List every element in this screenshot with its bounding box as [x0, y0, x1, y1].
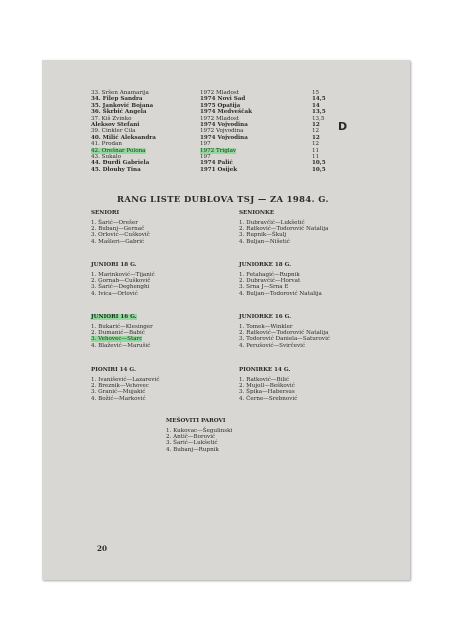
- section-juniori-16: [91, 314, 153, 349]
- ranking-name: 44. Đurđi Gabriela: [91, 160, 150, 167]
- ranking-club: Osijek: [215, 166, 238, 173]
- section-heading: SENIONKE: [239, 210, 275, 216]
- ranking-name: 43. Sukalo: [91, 153, 121, 160]
- ranking-year: 197: [200, 141, 211, 148]
- pair-entry: 1. Bukarić—Klesinger: [91, 323, 153, 330]
- ranking-points: 10,5: [312, 166, 326, 173]
- section-heading: PIONIRI 14 G.: [91, 367, 136, 373]
- ranking-points: 11: [312, 153, 320, 160]
- ranking-club: Vojvodina: [215, 121, 248, 128]
- pair-entry: 4. Mašleri—Gabrić: [91, 238, 145, 245]
- ranking-points: 13,5: [312, 109, 326, 116]
- pair-entry: 3. Granić—Mujakić: [91, 389, 146, 396]
- ranking-year: 197: [200, 153, 211, 160]
- ranking-year: 1971: [200, 166, 216, 173]
- ranking-name: 36. Škrbić Angela: [91, 109, 147, 116]
- section-heading: PIONIRKE 14 G.: [239, 367, 291, 373]
- pair-entry: 4. Božić—Marković: [91, 395, 146, 402]
- ranking-points: 14,5: [312, 96, 326, 103]
- ranking-club: Novi Sad: [215, 96, 246, 103]
- ranking-club: Opatija: [215, 102, 241, 109]
- ranking-points: 13,5: [312, 115, 325, 122]
- ranking-names-column: [91, 90, 156, 173]
- ranking-name: 39. Cinkler Cila: [91, 128, 136, 135]
- ranking-points: 11: [312, 147, 320, 154]
- pair-entry: 3. Orlović—Cuškovič: [91, 232, 150, 239]
- section-juniorke-18: [239, 262, 322, 297]
- pair-entry: 1. Šarić—Orešer: [91, 219, 138, 226]
- ranking-year: 1974: [200, 160, 216, 167]
- pair-entry: 1. Ivanišević—Lazarević: [91, 376, 160, 383]
- section-heading: JUNIORI 18 G.: [91, 262, 137, 268]
- pair-entry: 2. Dubravčić—Horvat: [239, 277, 301, 284]
- section-pionirke-14: [239, 367, 297, 402]
- section-pioniri-14: [91, 367, 159, 402]
- pair-entry: 3. Šarić—Deghenghi: [91, 284, 150, 291]
- pair-entry: 4. Černe—Srebnović: [239, 395, 298, 402]
- pair-entry: 4. Buljan—Todorović Natalija: [239, 290, 322, 297]
- pair-entry: 2. Breznik—Vehovec: [91, 382, 149, 389]
- pair-entry: 2. Gornab—Cuškovič: [91, 277, 151, 284]
- pair-entry: 2. Dumanić—Babić: [91, 329, 145, 336]
- ranking-year-club: [200, 167, 252, 173]
- section-heading: SENIORI: [91, 210, 120, 216]
- ranking-year: 1972: [200, 147, 215, 154]
- pair-entry: 4. Blažević—Marušić: [91, 342, 151, 349]
- pair-entry: 3. Šarić—Lukšetić: [166, 440, 218, 447]
- ranking-club: Vojvodina: [215, 134, 248, 141]
- section-heading: MEŠOVITI PAROVI: [166, 418, 226, 424]
- pair-entry: 4. Ivica—Orlović: [91, 290, 138, 297]
- ranking-name: 42. Orešnar Polona: [91, 147, 146, 154]
- ranking-points: 10,5: [312, 160, 326, 167]
- pair-entry: 4. Perušović—Svirčević: [239, 342, 306, 349]
- ranking-year: 1972: [200, 128, 215, 135]
- pair-entry: 4. Bubanj—Rupnik: [166, 446, 219, 453]
- ranking-club: Palić: [215, 160, 233, 167]
- section-seniori: [91, 210, 150, 245]
- ranking-points: 12: [312, 141, 320, 148]
- ranking-points: 12: [312, 134, 320, 141]
- ranking-year: 1974: [200, 109, 216, 116]
- pair-entry: 2. Bubanj—Gernač: [91, 225, 145, 232]
- page-number: 20: [97, 544, 108, 553]
- ranking-club: Vojvodina: [214, 128, 244, 135]
- pair-entry: 2. Antič—Borović: [166, 433, 216, 440]
- ranking-name: 41. Prodan: [91, 141, 122, 148]
- ranking-points: 15: [312, 90, 320, 96]
- pair-entry: 2. Ratković—Todorović Natalija: [239, 329, 329, 336]
- ranking-club: Triglav: [214, 147, 237, 154]
- section-heading: JUNIORI 16 G.: [91, 314, 137, 320]
- ranking-points-column: [312, 90, 326, 173]
- pair-entry: 3. Špika—Habersus: [239, 389, 295, 396]
- section-mjesoviti-parovi: [166, 418, 232, 453]
- section-juniori-18: [91, 262, 155, 297]
- page-title: RANG LISTE DUBLOVA TSJ — ZA 1984. G.: [117, 194, 329, 204]
- ranking-points: 12: [312, 128, 320, 135]
- document-page: [42, 60, 410, 580]
- ranking-name: 33. Sršen Anamarija: [91, 90, 149, 96]
- ranking-points: 12: [312, 121, 320, 128]
- ranking-club: Mladost: [214, 115, 239, 122]
- ranking-points: 14: [312, 102, 320, 109]
- ranking-name: 40. Milić Aleksandra: [91, 134, 156, 141]
- pair-entry: 1. Ratković—Bilić: [239, 376, 290, 383]
- ranking-name: 34. Filep Sandra: [91, 96, 143, 103]
- pair-entry: 3. Rupnik—Škulj: [239, 232, 287, 239]
- ranking-year: 1975: [200, 102, 216, 109]
- section-seniorke: [239, 210, 328, 245]
- pair-entry: 1. Marinković—Tijanić: [91, 271, 155, 278]
- ranking-clubs-column: [200, 90, 252, 173]
- pair-entry: 1. Tomek—Winkler: [239, 323, 293, 330]
- ranking-name: 45. Dlouhy Tina: [91, 166, 141, 173]
- ranking-name: Aleksov Stefani: [91, 121, 140, 128]
- section-heading: JUNIORKE 16 G.: [239, 314, 292, 320]
- ranking-year: 1972: [200, 115, 215, 122]
- section-heading: JUNIORKE 18 G.: [239, 262, 292, 268]
- pair-entry: 3. Todorović Daniela—Saturović: [239, 336, 331, 343]
- pair-entry: 4. Buljan—Nišetić: [239, 238, 290, 245]
- ranking-club: Medveščak: [215, 109, 253, 116]
- ranking-year: 1972: [200, 90, 215, 96]
- pair-entry: 3. Vehovec—Starc: [91, 336, 143, 343]
- ranking-name: 37. Kiš Zvinko: [91, 115, 132, 122]
- pair-entry: 2. Mujoll—Bešković: [239, 382, 295, 389]
- pair-entry: 1. Kukovac—Šegulinski: [166, 427, 233, 434]
- ranking-year: 1974: [200, 134, 216, 141]
- pair-entry: 2. Ratković—Todorović Natalija: [239, 225, 329, 232]
- pair-entry: 1. Fetahagić—Rupnik: [239, 271, 300, 278]
- pair-entry: 1. Dubravčić—Lukšetić: [239, 219, 305, 226]
- ranking-name: 35. Janković Bojana: [91, 102, 154, 109]
- ranking-year: 1974: [200, 96, 216, 103]
- ranking-year: 1974: [200, 121, 216, 128]
- side-mark-letter: D: [338, 120, 348, 133]
- ranking-club: Mladost: [214, 90, 239, 96]
- section-juniorke-16: [239, 314, 330, 349]
- pair-entry: 3. Srna J—Srna E: [239, 284, 289, 291]
